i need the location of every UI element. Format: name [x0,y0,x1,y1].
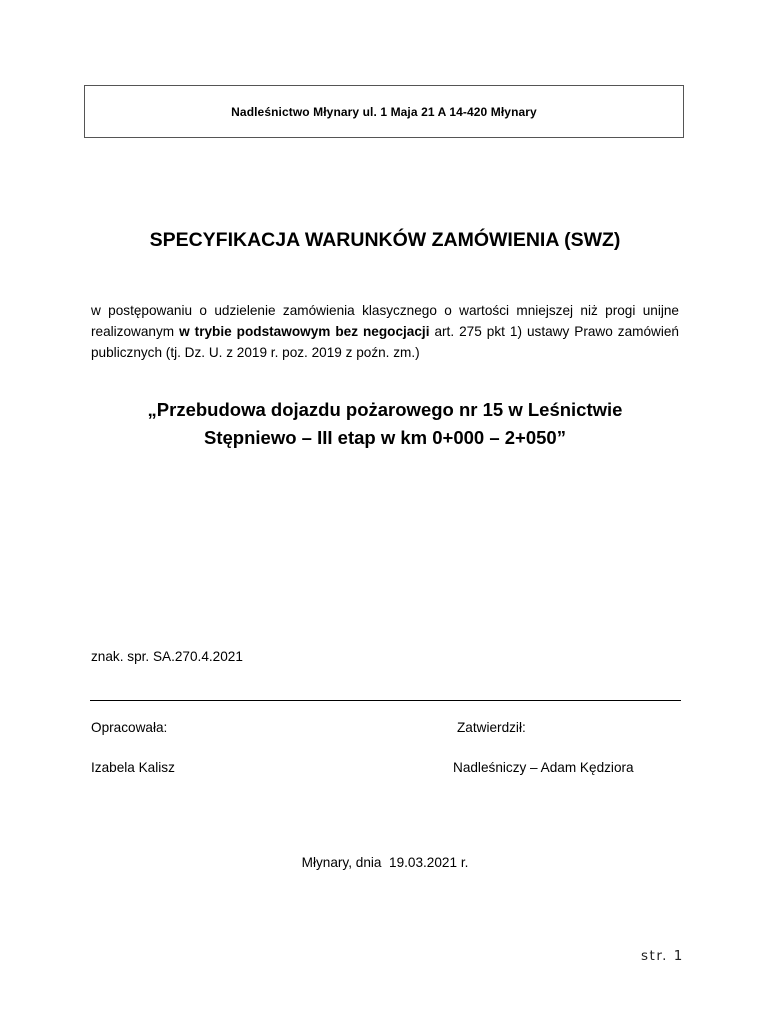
subject-line-1: „Przebudowa dojazdu pożarowego nr 15 w Leśnictwie [147,399,623,420]
document-title: SPECYFIKACJA WARUNKÓW ZAMÓWIENIA (SWZ) [149,229,621,251]
procurement-subject [0,396,770,452]
subject-line-2: Stępniewo – III etap w km 0+000 – 2+050” [204,427,566,448]
prepared-by-label: Opracowała: [91,720,168,735]
header-box [84,85,684,138]
intro-paragraph [91,300,679,363]
intro-text-end: art. 275 pkt 1) ustawy Prawo zamówień publicznych (tj. Dz. U. z 2019 r. poz. 2019 z poźn. zm.) [91,324,679,360]
case-reference: znak. spr. SA.270.4.2021 [91,649,243,664]
place-and-date: Młynary, dnia 19.03.2021 r. [301,855,469,870]
approved-by-name: Nadleśniczy – Adam Kędziora [453,760,634,775]
issuer-address: Nadleśnictwo Młynary ul. 1 Maja 21 A 14-420 Młynary [231,104,537,119]
divider-line [90,700,681,701]
page-number: str. 1 [641,948,684,964]
intro-text-start: w postępowaniu o udzielenie zamówienia klasycznego o wartości mniejszej niż progi unijne realizowanym [91,303,679,339]
intro-text-bold: w trybie podstawowym bez negocjacji [179,324,430,339]
prepared-by-name: Izabela Kalisz [91,760,175,775]
approved-by-label: Zatwierdził: [457,720,526,735]
